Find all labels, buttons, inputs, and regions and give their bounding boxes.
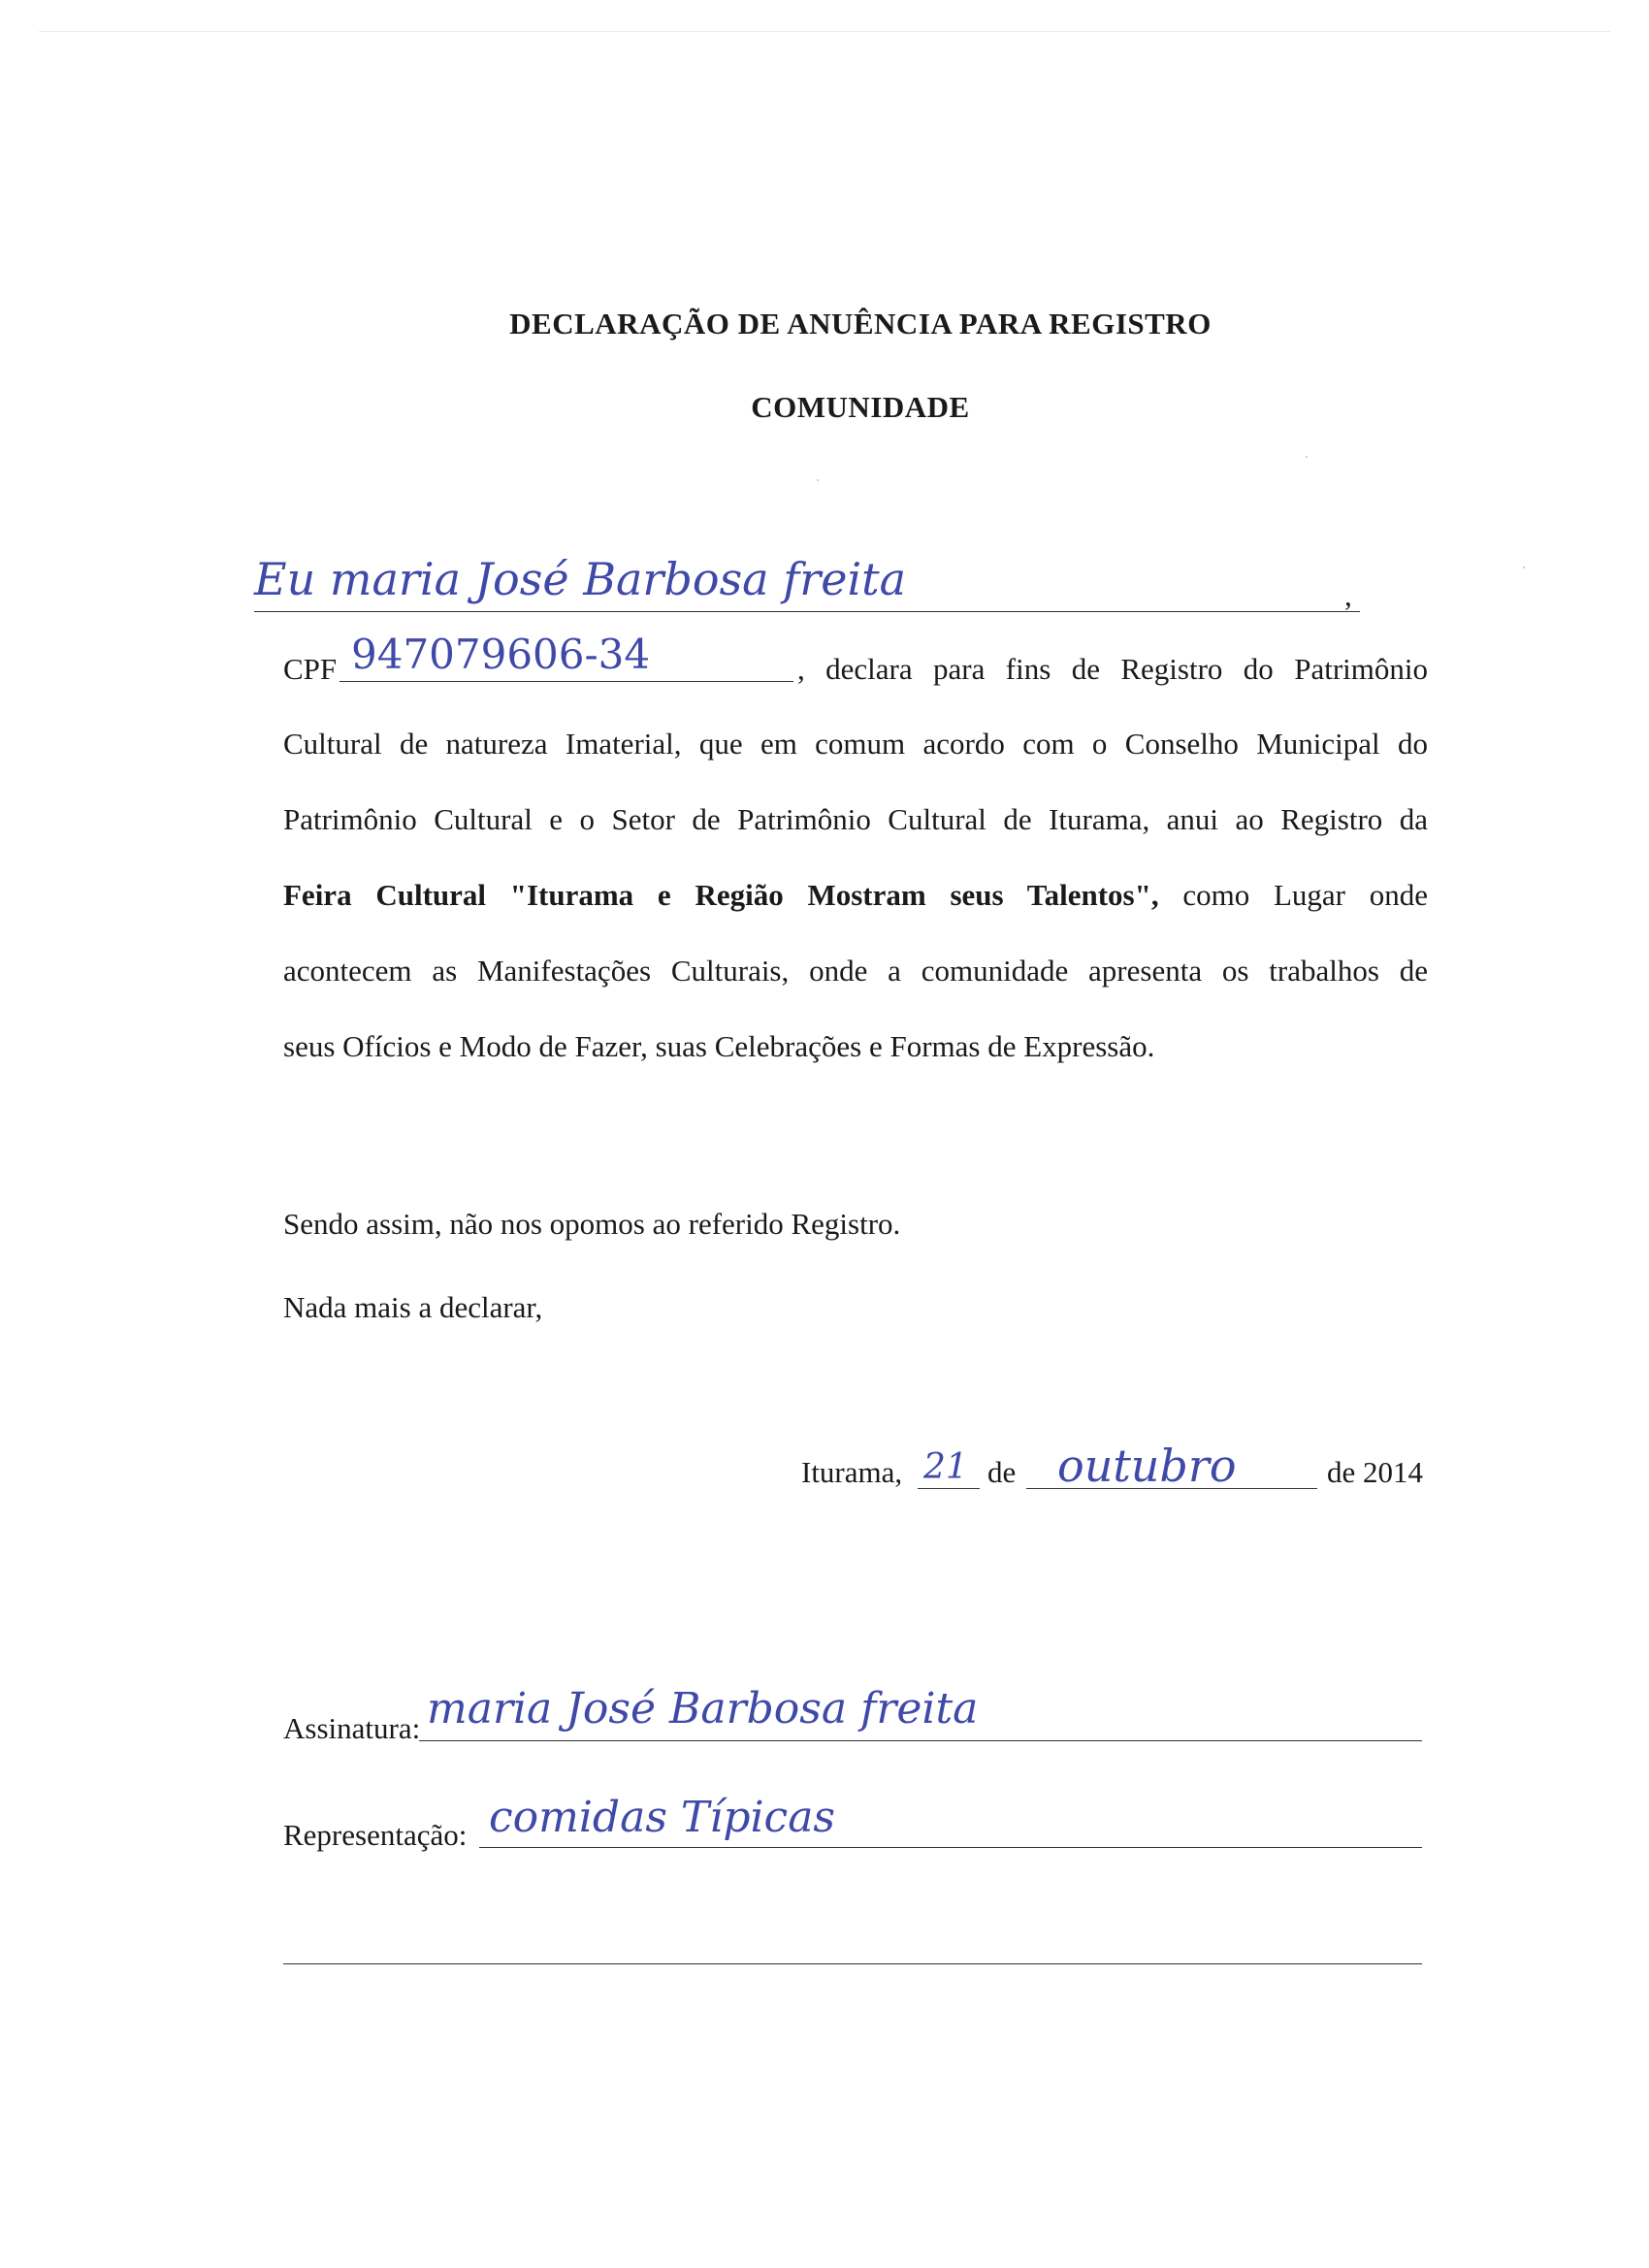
blank-signature-line [283,1963,1422,1964]
document-title: DECLARAÇÃO DE ANUÊNCIA PARA REGISTRO [509,307,1212,340]
closing-statement: Sendo assim, não nos opomos ao referido Registro. [283,1207,901,1241]
name-underline [254,611,1360,612]
handwritten-month: outubro [1057,1440,1237,1492]
representation-underline [479,1847,1422,1848]
representation-label: Representação: [283,1818,468,1852]
paragraph-line-rest: como Lugar onde [1158,878,1428,912]
date-city: Iturama, [801,1455,903,1489]
scan-speck [1523,567,1525,568]
document-subtitle: COMUNIDADE [751,390,970,424]
event-name: Feira Cultural "Iturama e Região Mostram seus Talentos", [283,878,1159,912]
cpf-underline [340,681,793,682]
page-top-rule [39,31,1610,32]
date-de: de [987,1455,1017,1489]
cpf-following-text: , declara para fins de Registro do Patrimônio [797,652,1428,686]
scan-speck [817,479,819,481]
day-underline [918,1488,980,1489]
handwritten-declarant-name: Eu maria José Barbosa freita [254,553,907,605]
paragraph-line: Patrimônio Cultural e o Setor de Patrimônio Cultural de Iturama, anui ao Registro da [283,802,1428,836]
date-year: de 2014 [1327,1455,1424,1489]
handwritten-cpf-value: 947079606-34 [351,631,651,678]
paragraph-line: acontecem as Manifestações Culturais, onde a comunidade apresenta os trabalhos de [283,954,1428,988]
scan-speck [1306,456,1308,458]
paragraph-line: seus Ofícios e Modo de Fazer, suas Celebrações e Formas de Expressão. [283,1029,1155,1063]
closing-remark: Nada mais a declarar, [283,1290,543,1324]
paragraph-line: Cultural de natureza Imaterial, que em comum acordo com o Conselho Municipal do [283,727,1428,761]
paragraph-line [283,858,1428,933]
signature-label: Assinatura: [283,1711,421,1745]
handwritten-day: 21 [923,1447,968,1487]
name-trailing-comma: , [1344,578,1352,612]
cpf-label: CPF [283,652,338,686]
declaration-paragraph [283,706,1428,1085]
signature-underline [419,1740,1422,1741]
handwritten-signature: maria José Barbosa freita [427,1684,979,1733]
handwritten-representation: comidas Típicas [489,1793,836,1842]
